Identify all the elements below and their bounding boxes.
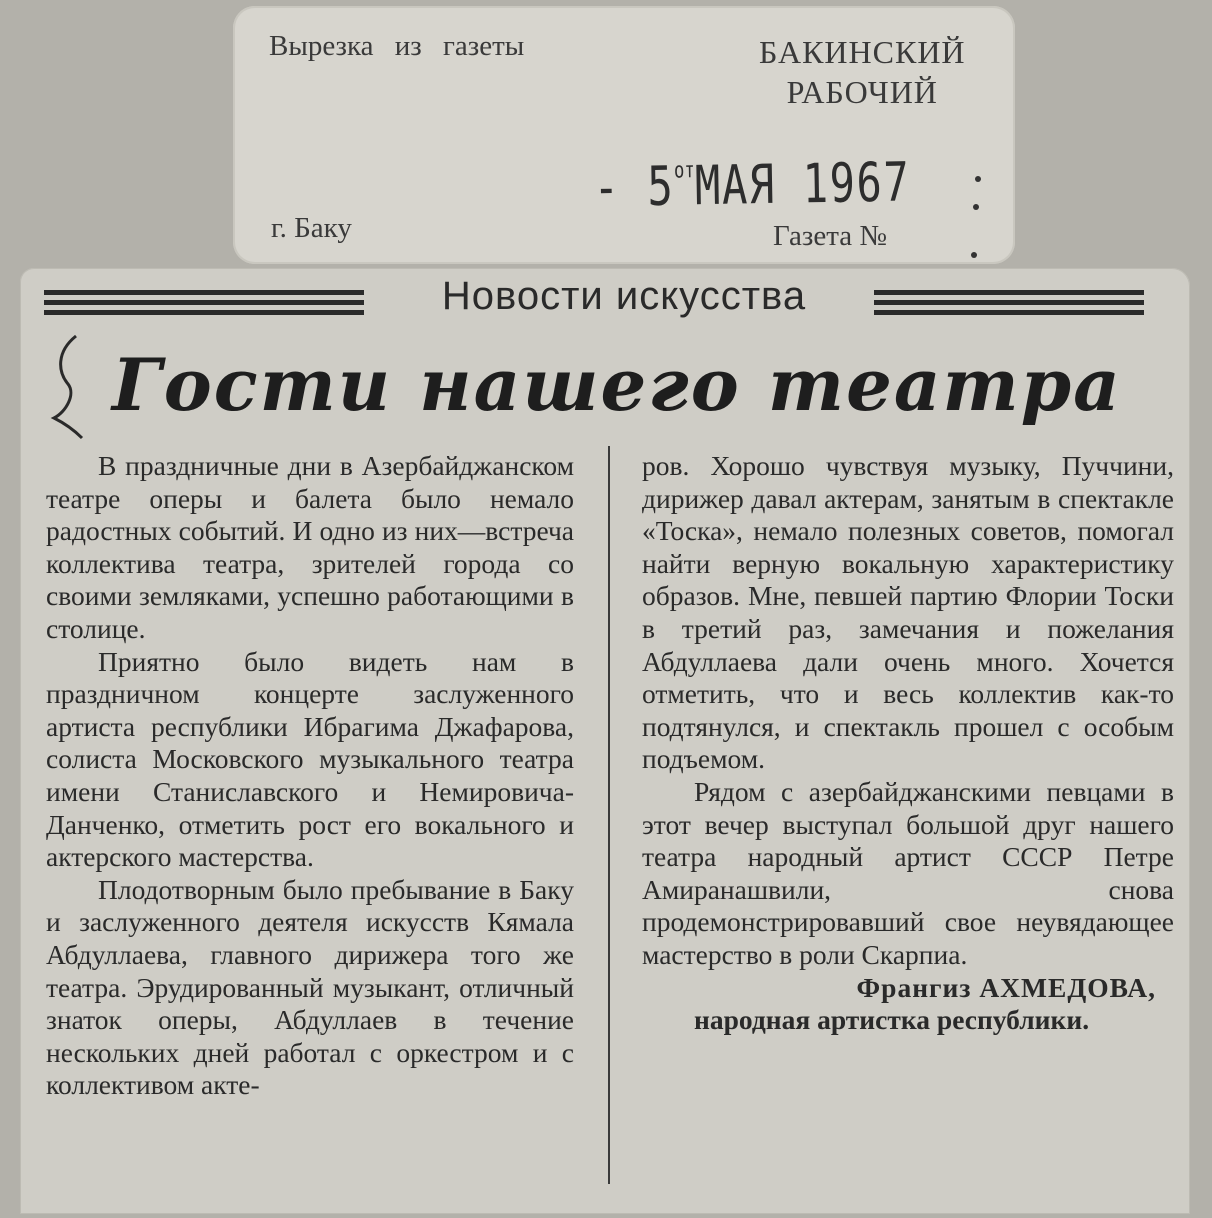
newspaper-clipping [20,268,1190,1214]
article-column-1 [46,450,574,1102]
author-name: Франгиз АХМЕДОВА, [856,971,1156,1003]
rubric-title: Новости искусства [441,274,807,318]
rubric-header [44,276,1144,332]
date-stamp-month-year: МАЯ 1967 [694,150,911,218]
paragraph: Рядом с азербайджанскими певцами в этот вечер выступал большой друг нашего театра народный артист СССР Петре Амиранашвили, снова продемонстрировавший свое неувядающее мастерство в роли Скарпиа. [642,775,1174,970]
paragraph: ров. Хорошо чувствуя музыку, Пуччини, дирижер давал актерам, занятым в спектакле «Тоска», немало полезных советов, помогал найти верную вокальную характеристику образов. Мне, певшей партию Флории Тоски в третий раз, замечания и пожелания Абдуллаева дали очень много. Хочется отметить, что и весь коллектив как-то подтянулся, и спектакль прошел с особым подъемом. [642,450,1174,775]
article-headline: Гости нашего театра [112,342,1122,427]
newspaper-name-line1: БАКИНСКИЙ [759,34,966,70]
date-stamp-ot: от [673,158,695,184]
paragraph: В праздничные дни в Азербайджанском театре оперы и балета было немало радостных событий. И одно из них—встреча коллектива театра, зрителей города со своими земляками, успешно работающими в столице. [46,450,574,644]
paragraph: Плодотворным было пребывание в Баку и заслуженного деятеля искусств Кямала Абдуллаева, главного дирижера того же театра. Эрудированный музыкант, отличный знаток оперы, Абдуллаев в течение нескольких дней работал с оркестром и с коллективом акте- [46,873,574,1101]
article-column-2 [642,450,1174,1037]
newspaper-name [759,32,966,112]
paragraph: Приятно было видеть нам в праздничном концерте заслуженного артиста республики Ибрагима Джафарова, солиста Московского музыкального театра имени Станиславского и Немировича-Данченко, отметить рост его вокального и актерского мастерства. [46,645,574,873]
pencil-mark-icon [46,332,86,442]
author-title: народная артистка республики. [694,1004,1090,1036]
newspaper-name-line2: РАБОЧИЙ [786,74,938,110]
rubric-rule-right [874,290,1144,316]
date-stamp-day: - 5 [593,154,675,219]
column-divider [608,446,610,1184]
clipping-label: Вырезка из газеты [269,30,525,62]
stamp-dot [973,204,979,210]
rubric-rule-left [44,290,364,316]
stamp-dot [975,176,981,182]
issue-label: Газета № [773,220,888,252]
city-label: г. Баку [271,212,352,244]
clipping-label-slip [233,6,1015,264]
stamp-dot [971,252,977,258]
date-stamp [593,150,911,219]
